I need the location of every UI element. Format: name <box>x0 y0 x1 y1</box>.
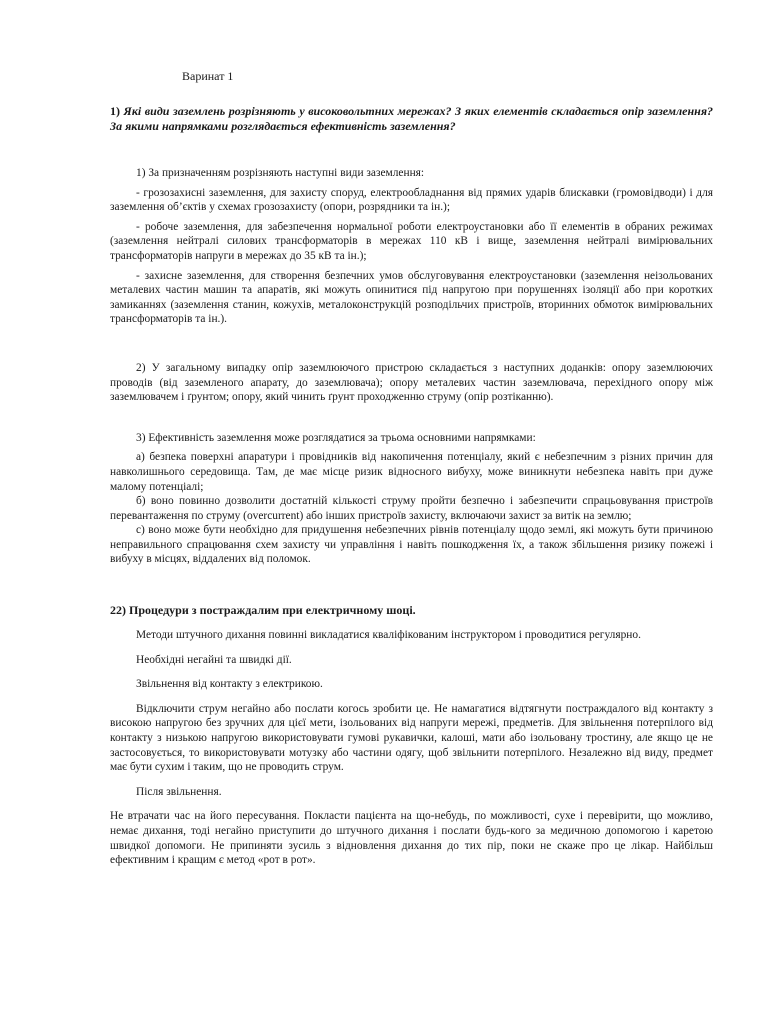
answer-q2-paragraph-3: Звільнення від контакту з електрикою. <box>136 678 323 691</box>
answer-q2-paragraph-2: Необхідні негайні та швидкі дії. <box>136 653 292 666</box>
answer-q2-paragraph-6: Не втрачати час на його пересування. Покласти пацієнта на що-небудь, по можливості, сухе і перевірити, що можливо, немає дихання, тоді негайно приступити до штучного дихання і послати будь-кого за медичною допомогою і каретою швидкої допомоги. Не припиняти зусиль з відновлення дихання до тих пір, поки не скаже про це лікар. Найбільш ефективним і кращим є метод «рот в рот». <box>110 810 713 867</box>
answer-q2-paragraph-4: Відключити струм негайно або послати когось зробити це. Не намагатися відтягнути постраждалого від контакту з високою напругою без зручних для цієї мети, ізольованих від напруги мережі, предметів. Для звільнення потерпілого від контакту з низькою напругою використовувати гумові рукавички, калоші, мати або ізольовану тростину, але якщо це не застосовується, то використовувати мотузку або частини одягу, щоб звільнити потерпілого. Незалежно від виду, предмет має бути сухим і таким, що не проводить струм. <box>110 702 713 774</box>
question-1-number: 1) <box>110 104 120 118</box>
answer-3-item-c: с) воно може бути необхідно для придушення небезпечних рівнів потенціалу щодо землі, які можуть бути причиною неправильного спрацювання схем захисту чи управління і навіть пошкодження їх, а також збільшення ризику пожежі і вибуху в місцях, віддалених від поломок. <box>110 524 713 566</box>
answer-3-item-a: а) безпека поверхні апаратури і провідників від накопичення потенціалу, який є небезпечним з різних причин для навколишнього середовища. Там, де має місце ризик відносного вибуху, може виникнути небезпека навіть при дуже малому потенціалі; <box>110 451 713 493</box>
answer-3-intro: 3) Ефективність заземлення може розглядатися за трьома основними напрямками: <box>136 431 536 444</box>
answer-2-paragraph: 2) У загальному випадку опір заземлюючого пристрою складається з наступних доданків: опору заземлюючих проводів (від заземленого апарату, до заземлювача); опору металевих частин заземлювача, перехідного опору між заземлювачем і ґрунтом; опору, який чинить ґрунт проходженню струму (опір розтіканню). <box>110 361 713 404</box>
question-2-heading: 22) Процедури з постраждалим при електричному шоці. <box>110 603 416 618</box>
answer-3-item-b: б) воно повинно дозволити достатній кількості струму пройти безпечно і забезпечити спрацьовування пристроїв перевантаження по струму (overcurrent) або інших пристроїв захисту, включаючи захист за витік на землю; <box>110 495 713 522</box>
variant-label: Варинат 1 <box>182 69 234 83</box>
answer-q2-paragraph-1: Методи штучного дихання повинні викладатися кваліфікованим інструктором і проводитися регулярно. <box>136 629 641 642</box>
answer-1-intro: 1) За призначенням розрізняють наступні види заземлення: <box>136 167 425 179</box>
document-page <box>110 62 713 868</box>
answer-1-item-b: - робоче заземлення, для забезпечення нормальної роботи електроустановки або її елементів в обраних режимах (заземлення нейтралі силових трансформаторів в мережах 110 кВ і вище, заземлення нейтралі вимірювальних трансформаторів напруги в мережах до 35 кВ та ін.); <box>110 220 713 262</box>
answer-1-item-a: - грозозахисні заземлення, для захисту споруд, електрообладнання від прямих ударів блискавки (громовідводи) і для заземлення об’єктів у схемах грозозахисту (опори, розрядники та ін.); <box>110 186 713 214</box>
question-1-heading <box>110 104 713 134</box>
question-1-title: Які види заземлень розрізняють у високовольтних мережах? З яких елементів складається опір заземлення? За якими напрямками розглядається ефективність заземлення? <box>110 104 713 133</box>
answer-1-item-c: - захисне заземлення, для створення безпечних умов обслуговування електроустановки (заземлення неізольованих металевих частин машин та апаратів, які можуть опинитися під напругою при порушеннях ізоляції або при коротких замиканнях (заземлення станин, кожухів, металоконструкцій розподільчих пристроїв, вторинних обмоток вимірювальних трансформаторів та ін.). <box>110 269 713 326</box>
answer-q2-paragraph-5: Після звільнення. <box>136 785 222 798</box>
